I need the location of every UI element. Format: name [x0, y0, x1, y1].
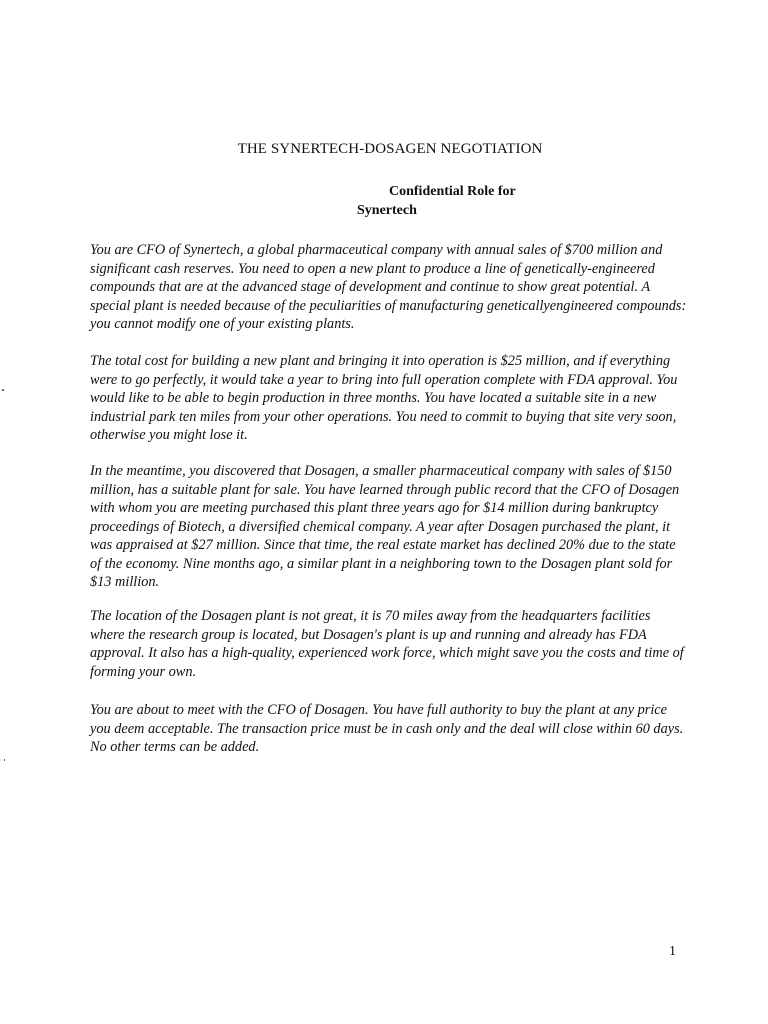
paragraph-2: The total cost for building a new plant and bringing it into operation is $25 million, and if everything were to go perfectly, it would take a year to bring into full operation complete with FDA approval. You would like to be able to begin production in three months. You have located a suitable site in a new industrial park ten miles from your other operations. You need to commit to buying that site very soon, otherwise you might lose it. — [90, 353, 678, 443]
role-heading: Confidential Role for — [389, 184, 516, 199]
paragraph-4: The location of the Dosagen plant is not great, it is 70 miles away from the headquarters facilities where the research group is located, but Dosagen's plant is up and running and already has FDA approval. It also has a high-quality, experienced work force, which might save you the costs and time of forming your own. — [90, 608, 684, 680]
paragraph-1: You are CFO of Synertech, a global pharmaceutical company with annual sales of $700 million and significant cash reserves. You need to open a new plant to produce a line of genetically-engineered compounds that are at the advanced stage of development and continue to show great potential. A special plant is needed because of the peculiarities of manufacturing geneticallyengineered compounds: you cannot modify one of your existing plants. — [90, 242, 687, 332]
paragraph-3: In the meantime, you discovered that Dosagen, a smaller pharmaceutical company with sales of $150 million, has a suitable plant for sale. You have learned through public record that the CFO of Dosagen with whom you are meeting purchased this plant three years ago for $14 million during bankruptcy proceedings of Biotech, a diversified chemical company. A year after Dosagen purchased the plant, it was appraised at $27 million. Since that time, the real estate market has declined 20% due to the state of the economy. Nine months ago, a similar plant in a neighboring town to the Dosagen plant sold for $13 million. — [90, 463, 680, 590]
role-party: Synertech — [357, 203, 417, 218]
document-title: THE SYNERTECH-DOSAGEN NEGOTIATION — [237, 141, 543, 157]
page-number: 1 — [669, 944, 676, 959]
scan-speck — [2, 389, 4, 391]
scan-speck — [4, 759, 5, 761]
paragraph-5: You are about to meet with the CFO of Dosagen. You have full authority to buy the plant at any price you deem acceptable. The transaction price must be in cash only and the deal will close within 60 days. No other terms can be added. — [90, 702, 684, 755]
